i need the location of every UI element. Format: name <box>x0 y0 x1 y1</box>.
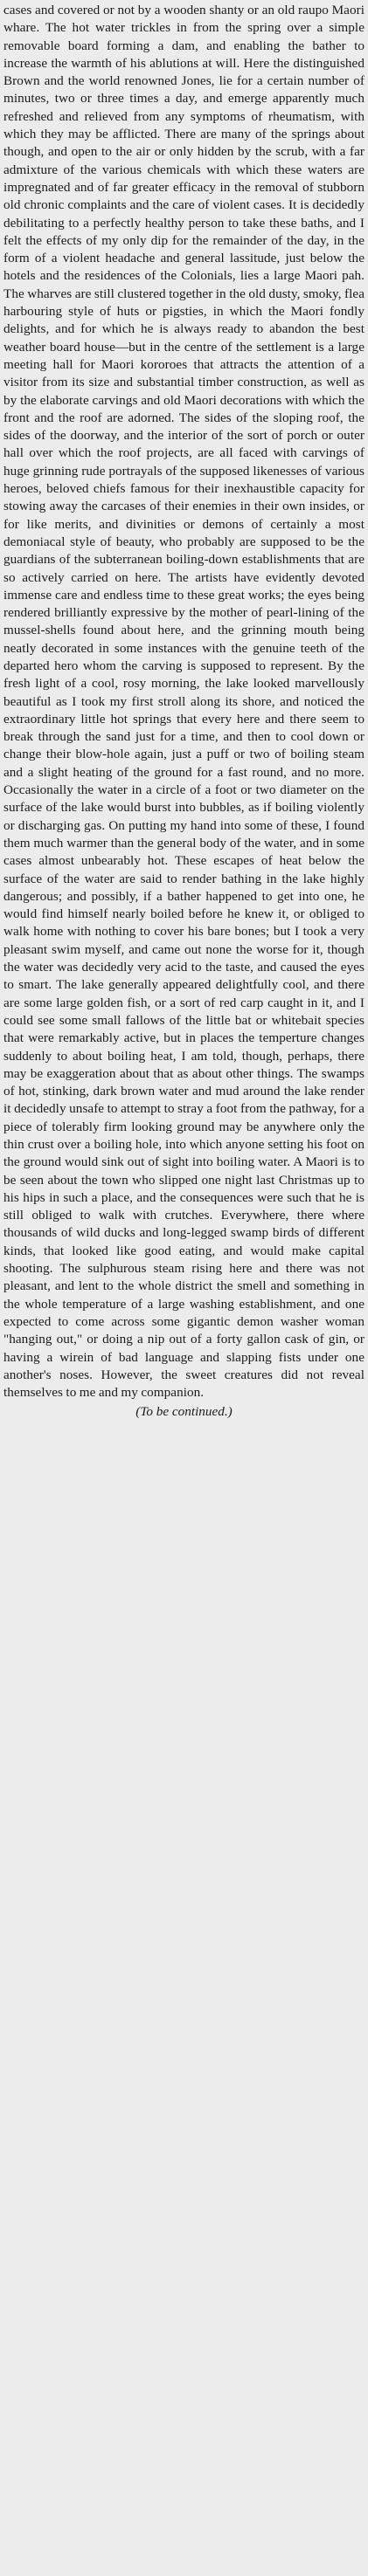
article-column <box>3 2 365 1402</box>
to-be-continued-text: (To be continued.) <box>135 1404 233 1420</box>
article-body: cases and covered or not by a wooden shanty or an old raupo Maori whare. The hot water trickles in from the spring over a simple removable board forming a dam, and enabling the bather to increase the warmth of his ablutions at will. Here the distinguished Brown and the world renowned Jones, lie for a certain number of minutes, two or three times a day, and emerge apparently much refreshed and relieved from any symptoms of rheumatism, with which they may be afflicted. There are many of the springs about though, and open to the air or only hidden by the scrub, with a far admixture of the various chemicals with which these waters are impregnated and of far greater efficacy in the removal of stubborn old chronic complaints and the care of violent cases. It is decidedly debilitating to a perfectly healthy person to take these baths, and I felt the effects of my only dip for the remainder of the day, in the form of a violent headache and general lassitude, just below the hotels and the residences of the Colonials, lies a large Maori pah. The wharves are still clustered together in the old dusty, smoky, flea harbouring style of huts or pigsties, in which the Maori fondly delights, and for which he is always ready to abandon the best weather board house—but in the centre of the settlement is a large meeting hall for Maori kororoes that attracts the attention of a visitor from its size and substantial timber construction, as well as by the elaborate carvings and old Maori decorations with which the front and the roof are adorned. The sides of the sloping roof, the sides of the doorway, and the interior of the sort of porch or outer hall over which the roof projects, are all faced with carvings of huge grinning rude portrayals of the supposed likenesses of various heroes, beloved chiefs famous for their inexhaustible capacity for stowing away the carcases of their enemies in their own insides, or for like merits, and divinities or demons of certainly a most demoniacal style of beauty, who probably are supposed to be the guardians of the subterranean boiling-down establishments that are so actively carried on here. The artists have evidently devoted immense care and endless time to these great works; the eyes being rendered brilliantly expressive by the mother of pearl-lining of the mussel-shells found about here, and the grinning mouth being neatly decorated in some instances with the genuine teeth of the departed hero whom the carving is supposed to represent. By the fresh light of a cool, rosy morning, the lake looked marvellously beautiful as I took my first stroll along its shore, and noticed the extraordinary little hot springs that every here and there seem to break through the sand just for a time, and then to cool down or change their blow-hole again, just a puff or two of boiling steam and a slight heating of the ground for a fast round, and no more. Occasionally the water in a circle of a foot or two diameter on the surface of the lake would burst into bubbles, as if boiling violently or discharging gas. On putting my hand into some of these, I found them much warmer than the general body of the water, and in some cases almost unbearably hot. These escapes of heat below the surface of the water are said to render bathing in the lake highly dangerous; and possibly, if a bather happened to get into one, he would find himself nearly boiled before he knew it, or obliged to walk home with nothing to cover his bare bones; but I took a very pleasant swim myself, and came out none the worse for it, though the water was decidedly very acid to the taste, and caused the eyes to smart. The lake generally appeared delightfully cool, and there are some large golden fish, or a sort of red carp caught in it, and I could see some small fallows of the little bat or whitebait species that were remarkably active, but in places the temperture changes suddenly to about boiling heat, I am told, though, perhaps, there may be exaggeration about that as about other things. The swamps of hot, stinking, dark brown water and mud around the lake render it decidedly unsafe to attempt to stray a foot from the pathway, for a piece of tolerably firm looking ground may be anywhere only the thin crust over a boiling hole, into which anyone setting his foot on the ground would sink out of sight into boiling water. A Maori is to be seen about the town who slipped one night last Christmas up to his hips in such a place, and the consequences were such that he is still obliged to walk with crutches. Everywhere, there where thousands of wild ducks and long-legged swamp birds of different kinds, that looked like good eating, and would make capital shooting. The sulphurous steam rising here and there was not pleasant, and lent to the whole district the smell and something in the whole temperature of a large washing establishment, and one expected to come across some gigantic demon washer woman "hanging out," or doing a nip out of a forty gallon cask of gin, or having a wirein of bad language and slapping fists under one another's noses. However, the sweet creatures did not reveal themselves to me and my companion. <box>3 3 365 1401</box>
continuation-note <box>3 1403 365 1421</box>
